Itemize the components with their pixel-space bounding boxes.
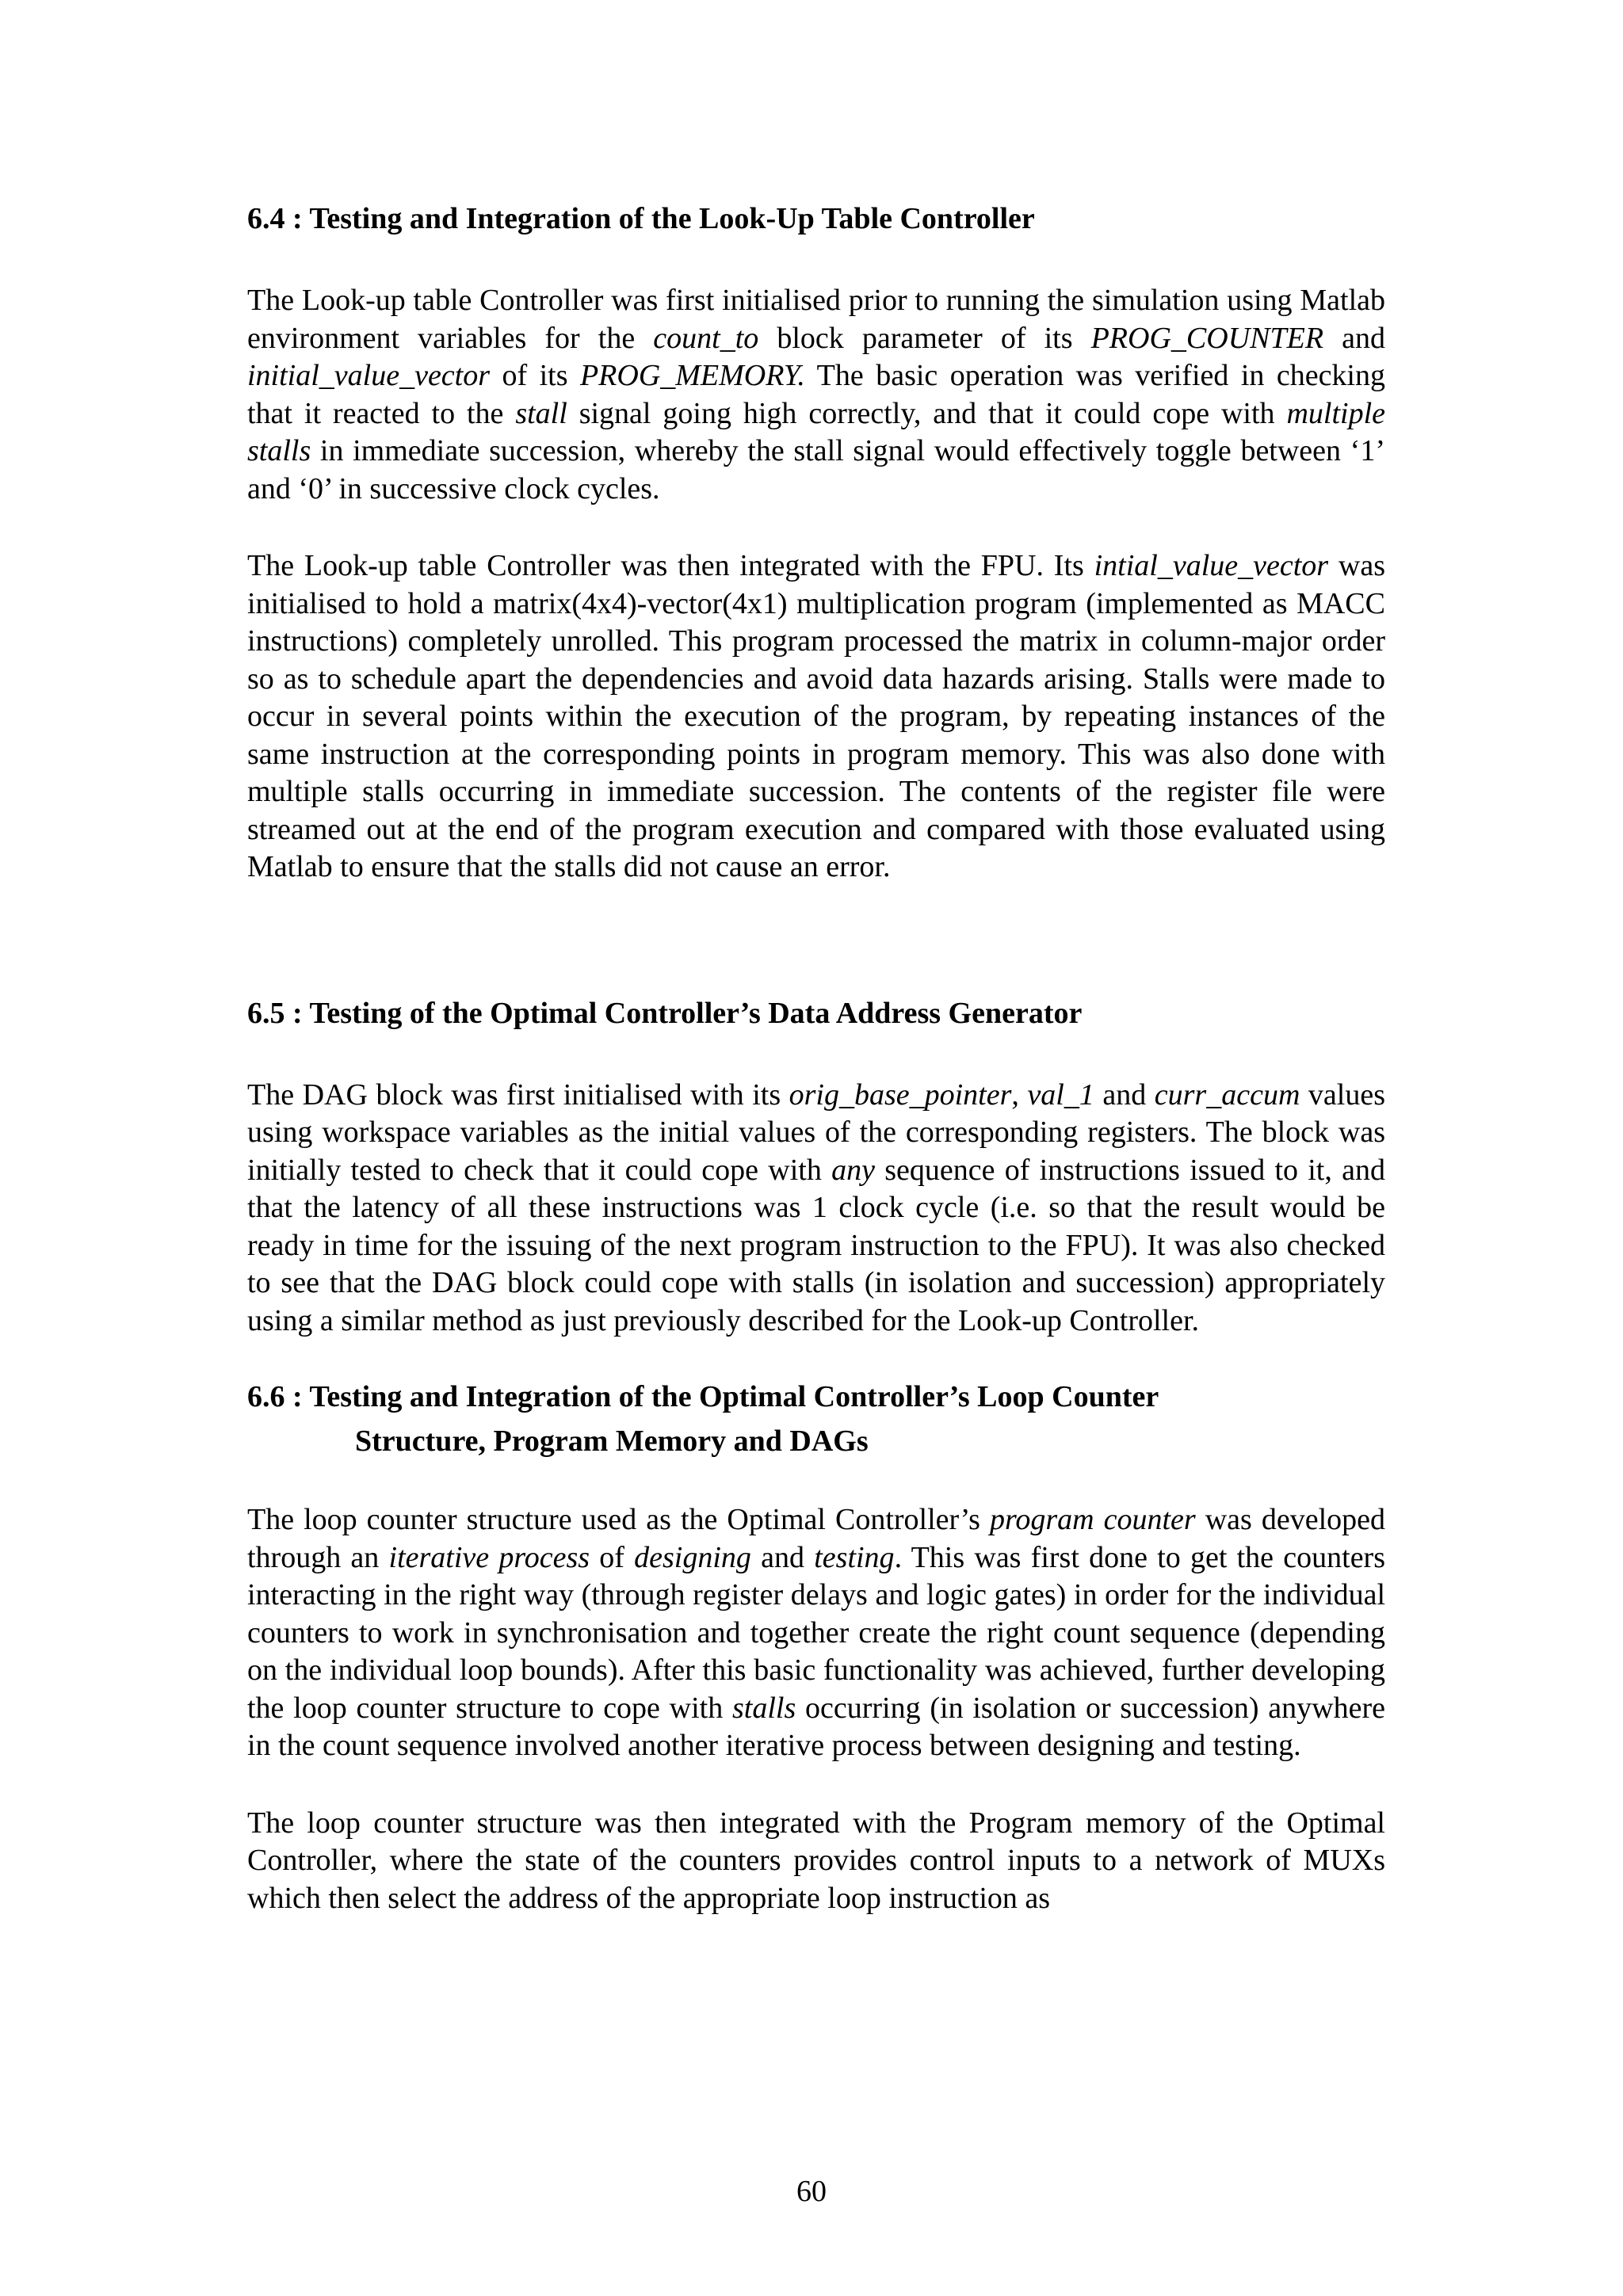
italic-term: stall xyxy=(515,396,567,430)
italic-term: testing xyxy=(814,1540,895,1574)
section-6-5-paragraph-1: The DAG block was first initialised with its orig_base_pointer, val_1 and curr_accum values using workspace variables as the initial values of the corresponding registers. The block was initially tested to check that it could cope with any sequence of instructions issued to it, and that the latency of all these instructions was 1 clock cycle (i.e. so that the result would be ready in time for the issuing of the next program instruction to the FPU). It was also checked to see that the DAG block could cope with stalls (in isolation and succession) appropriately using a similar method as just previously described for the Look-up Controller. xyxy=(247,1077,1386,1337)
section-6-5-heading xyxy=(247,991,1385,1035)
section-6-6-heading xyxy=(247,1375,1385,1463)
italic-term: stalls xyxy=(732,1691,796,1725)
italic-term: val_1 xyxy=(1027,1077,1094,1112)
italic-term: program counter xyxy=(989,1503,1196,1536)
section-6-5-heading-text: 6.5 : Testing of the Optimal Controller’s Data Address Generator xyxy=(247,996,1083,1030)
page-number: 60 xyxy=(796,2175,827,2208)
italic-term: any xyxy=(831,1153,875,1187)
italic-term: orig_base_pointer xyxy=(789,1077,1012,1112)
italic-term: initial_value_vector xyxy=(247,359,491,392)
document-page xyxy=(247,196,1385,1917)
italic-term: curr_accum xyxy=(1154,1077,1300,1112)
section-6-4-heading-text: 6.4 : Testing and Integration of the Look-Up Table Controller xyxy=(247,202,1035,235)
section-6-4-paragraph-2: The Look-up table Controller was then integrated with the FPU. Its intial_value_vector was initialised to hold a matrix(4x4)-vector(4x1) multiplication program (implemented as MACC instructions) completely unrolled. This program processed the matrix in column-major order so as to schedule apart the dependencies and avoid data hazards arising. Stalls were made to occur in several points within the execution of the program, by repeating instances of the same instruction at the corresponding points in program memory. This was also done with multiple stalls occurring in immediate succession. The contents of the register file were streamed out at the end of the program execution and compared with those evaluated using Matlab to ensure that the stalls did not cause an error. xyxy=(247,549,1385,883)
section-6-6-heading-continuation: Structure, Program Memory and DAGs xyxy=(355,1425,869,1458)
italic-term: count_to xyxy=(653,321,759,355)
section-6-4-heading xyxy=(247,196,1385,241)
section-6-6-heading-text: 6.6 : Testing and Integration of the Optimal Controller’s Loop Counter xyxy=(247,1380,1159,1413)
italic-term: intial_value_vector xyxy=(1094,549,1329,582)
section-6-6-paragraph-2: The loop counter structure was then integrated with the Program memory of the Optimal Controller, where the state of the counters provides control inputs to a network of MUXs which then select the address of the appropriate loop instruction as xyxy=(247,1806,1385,1915)
italic-term: PROG_MEMORY. xyxy=(579,359,805,392)
section-6-4-paragraph-1: The Look-up table Controller was first initialised prior to running the simulation using Matlab environment variables for the count_to block parameter of its PROG_COUNTER and initial_value_vector of its PROG_MEMORY. The basic operation was verified in checking that it reacted to the stall signal going high correctly, and that it could cope with multiple stalls in immediate succession, whereby the stall signal would effectively toggle between ‘1’ and ‘0’ in successive clock cycles. xyxy=(247,284,1385,505)
italic-term: iterative process xyxy=(388,1540,590,1574)
italic-term: multiple stalls xyxy=(247,396,1385,467)
italic-term: designing xyxy=(634,1540,751,1574)
section-6-6-paragraph-1: The loop counter structure used as the Optimal Controller’s program counter was developed through an iterative process of designing and testing. This was first done to get the counters interacting in the right way (through register delays and logic gates) in order for the individual counters to work in synchronisation and together create the right count sequence (depending on the individual loop bounds). After this basic functionality was achieved, further developing the loop counter structure to cope with stalls occurring (in isolation or succession) anywhere in the count sequence involved another iterative process between designing and testing. xyxy=(247,1503,1385,1762)
italic-term: PROG_COUNTER xyxy=(1090,321,1324,355)
